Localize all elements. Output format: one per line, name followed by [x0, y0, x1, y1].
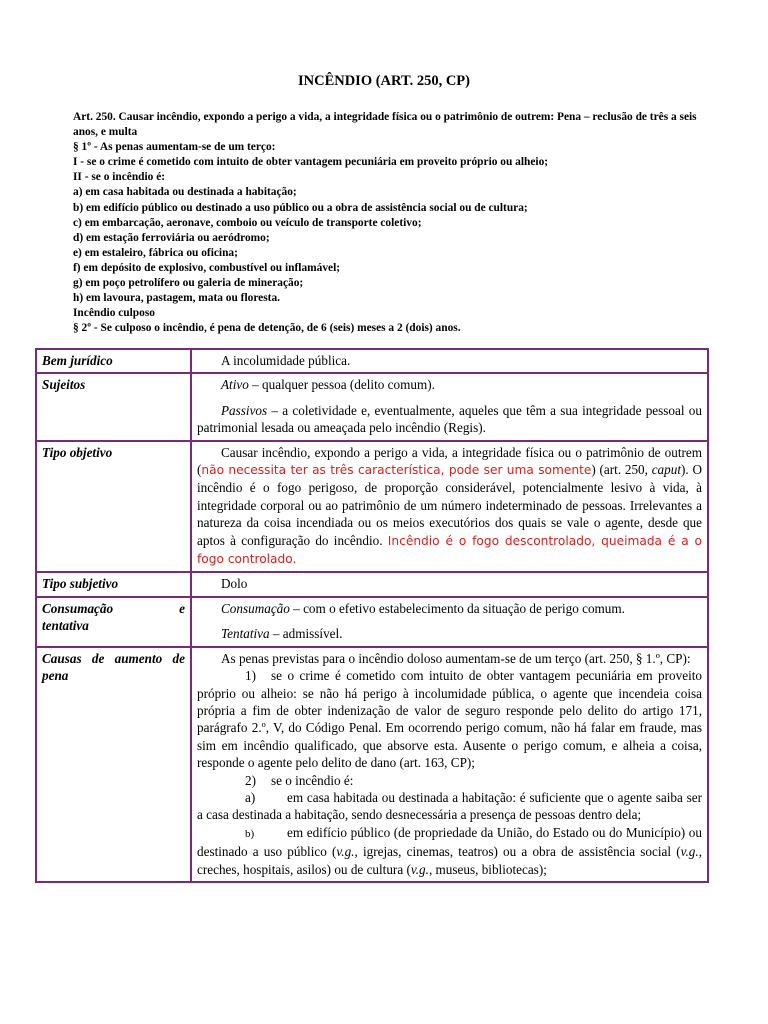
- cell-text: [197, 824, 702, 878]
- table-row: [36, 441, 708, 573]
- text-run: – admissível.: [269, 626, 343, 642]
- row-content: [191, 373, 708, 440]
- law-line: h) em lavoura, pastagem, mata ou floresta.: [73, 292, 281, 305]
- list-number: 2): [245, 772, 256, 788]
- text-run: em edifício público (de propriedade da União, do Estado ou do Município) ou destinado a uso público (: [197, 824, 702, 860]
- table-row: [36, 373, 708, 440]
- text-run: , creches, hospitais, asilos) ou de cultura (: [197, 844, 702, 877]
- term: Passivos: [221, 402, 268, 418]
- term: Tentativa: [221, 626, 270, 642]
- law-line: I - se o crime é cometido com intuito de obter vantagem pecuniária em proveito próprio ou alheio;: [73, 156, 549, 169]
- cell-text: [197, 772, 702, 789]
- cell-text: [197, 444, 702, 569]
- highlight-note: não necessita ter as três característica, pode ser uma somente: [201, 463, 592, 478]
- label-line: tentativa: [42, 618, 89, 634]
- cell-text: [197, 376, 702, 393]
- row-content: [191, 349, 708, 373]
- cell-text: [197, 625, 702, 642]
- cell-text: [197, 789, 702, 824]
- text-run: , museus, bibliotecas);: [428, 861, 547, 877]
- law-line: a) em casa habitada ou destinada a habitação;: [73, 186, 297, 199]
- row-content: [191, 441, 708, 573]
- text-run: se o crime é cometido com intuito de obter vantagem pecuniária em proveito próprio ou alheio: se não há perigo à incolumidade pública, o agente que incendeia coisa própria a fim de obter indenização de valor de seguro responde pelo delito do artigo 171, parágrafo 2.º, V, do Código Penal. Em ocorrendo perigo comum, não há falar em fraude, mas sim em incêndio qualificado, que absorve esta. Ausente o perigo comum, e alheia a coisa, responde o agente pelo delito de dano (art. 163, CP);: [197, 668, 702, 771]
- cell-text: [197, 600, 702, 617]
- law-line: d) em estação ferroviária ou aeródromo;: [73, 231, 270, 244]
- law-line: b) em edifício público ou destinado a uso público ou a obra de assistência social ou de cultura;: [73, 201, 528, 214]
- row-label: Sujeitos: [36, 373, 191, 440]
- row-label: Bem jurídico: [36, 349, 191, 373]
- term: v.g.: [410, 861, 429, 877]
- label-word: Consumação: [42, 600, 114, 616]
- label-line: [42, 600, 185, 617]
- text-run: – qualquer pessoa (delito comum).: [248, 377, 435, 393]
- cell-text: A incolumidade pública.: [221, 353, 351, 368]
- label-word: e: [179, 600, 185, 616]
- law-line: § 2º - Se culposo o incêndio, é pena de detenção, de 6 (seis) meses a 2 (dois) anos.: [73, 322, 461, 335]
- row-label: [36, 597, 191, 647]
- highlight-note: Incêndio é o fogo descontrolado, queimada é a o fogo controlado.: [197, 533, 702, 567]
- law-line: § 1º - As penas aumentam-se de um terço:: [73, 141, 276, 154]
- law-line: Incêndio culposo: [73, 307, 155, 320]
- text-run: , igrejas, cinemas, teatros) ou a obra de assistência social (: [354, 844, 681, 860]
- text-run: – a coletividade e, eventualmente, aqueles que têm a sua integridade pessoal ou patrimonial lesada ou ameaçada pelo incêndio (Regis).: [197, 402, 702, 436]
- row-content: [191, 572, 708, 596]
- cell-text: [197, 667, 702, 771]
- text-run: se o incêndio é:: [271, 772, 354, 788]
- row-content: [191, 597, 708, 647]
- law-line: c) em embarcação, aeronave, comboio ou veículo de transporte coletivo;: [73, 216, 422, 229]
- law-line: e) em estaleiro, fábrica ou oficina;: [73, 246, 238, 259]
- table-row: [36, 349, 708, 373]
- row-content: [191, 647, 708, 882]
- cell-text: [197, 402, 702, 437]
- row-label: Tipo objetivo: [36, 441, 191, 573]
- page-title: INCÊNDIO (ART. 250, CP): [297, 73, 470, 89]
- list-letter: a): [245, 789, 256, 805]
- term: v.g.: [336, 844, 355, 860]
- row-label: Tipo subjetivo: [36, 572, 191, 596]
- law-line: f) em depósito de explosivo, combustível ou inflamável;: [73, 261, 341, 274]
- cell-text: As penas previstas para o incêndio doloso aumentam-se de um terço (art. 250, § 1.º, CP):: [221, 650, 691, 666]
- law-line: Art. 250. Causar incêndio, expondo a perigo a vida, a integridade física ou o patrimônio de outrem: Pena – reclusão de três a seis anos, e multa: [73, 111, 697, 139]
- list-letter: b): [245, 827, 255, 840]
- text-run: – com o efetivo estabelecimento da situação de perigo comum.: [289, 600, 625, 616]
- term: Consumação: [221, 600, 290, 616]
- summary-table: [35, 348, 709, 883]
- term: caput: [651, 462, 682, 478]
- text-run: ). O incêndio é o fogo perigoso, de proporção considerável, potencialmente lesivo à vida, à integridade corporal ou ao patrimônio de um número indeterminado de pessoas. Irrelevantes a natureza da coisa incendiada ou os meios executórios dos quais se vale o agente, desde que aptos à configuração do incêndio.: [197, 462, 702, 548]
- law-line: g) em poço petrolífero ou galeria de mineração;: [73, 277, 304, 290]
- row-label: Causas de aumento de pena: [36, 647, 191, 882]
- law-text: [73, 110, 721, 336]
- term: Ativo: [221, 377, 249, 393]
- cell-text: Dolo: [221, 576, 248, 592]
- law-line: II - se o incêndio é:: [73, 171, 166, 184]
- table-row: [36, 597, 708, 647]
- text-run: ) (art. 250,: [591, 462, 652, 478]
- text-run: em casa habitada ou destinada a habitação: é suficiente que o agente saiba ser a casa destinada a habitação, sendo desnecessária a presença de pessoas dentro dela;: [197, 789, 702, 823]
- table-row: [36, 647, 708, 882]
- table-row: [36, 572, 708, 596]
- list-number: 1): [245, 668, 256, 684]
- text-run: Causar incêndio, expondo a perigo a vida, a integridade física ou o patrimônio de outrem (: [197, 444, 702, 478]
- term: v.g.: [680, 844, 699, 860]
